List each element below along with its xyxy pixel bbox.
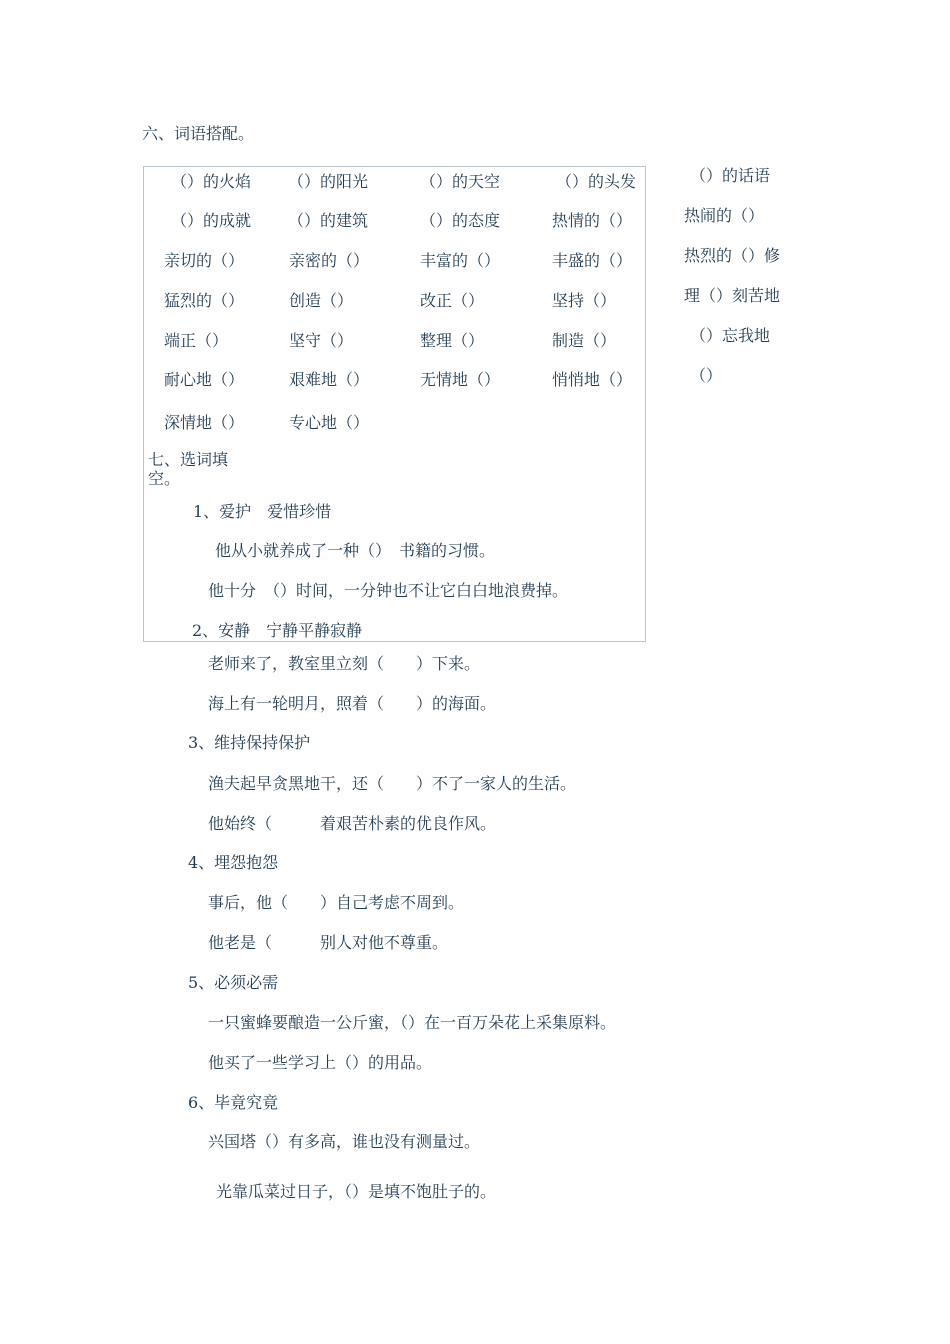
grid-cell: 丰富的（）: [420, 251, 501, 270]
grid-cell: （）的头发: [556, 172, 637, 191]
grid-cell: 制造（）: [552, 331, 617, 350]
grid-cell: 创造（）: [289, 291, 354, 310]
grid-cell: （）的火焰: [171, 172, 252, 191]
grid-cell: 耐心地（）: [164, 370, 245, 389]
grid-cell: 亲切的（）: [164, 251, 245, 270]
side-item: （）: [690, 366, 723, 385]
question-1-sentence-1: 他从小就养成了一种（） 书籍的习惯。: [215, 541, 496, 560]
side-item: 热闹的（）: [684, 206, 765, 225]
grid-cell: 坚守（）: [289, 331, 354, 350]
grid-cell: （）的成就: [171, 211, 252, 230]
question-3-head: 3、维持保持保护: [188, 733, 311, 752]
grid-cell: （）的建筑: [288, 211, 369, 230]
grid-cell: 整理（）: [420, 331, 485, 350]
section-6-title: 六、词语搭配。: [142, 124, 255, 143]
word-matching-table: [143, 166, 646, 642]
grid-cell: 热情的（）: [552, 211, 633, 230]
question-1-sentence-2: 他十分 （）时间，一分钟也不让它白白地浪费掉。: [208, 581, 569, 600]
section-7-title: 七、选词填: [148, 450, 229, 469]
question-6-sentence-1: 兴国塔（）有多高，谁也没有测量过。: [208, 1132, 481, 1151]
question-2-sentence-2: 海上有一轮明月，照着（ ）的海面。: [208, 694, 497, 713]
question-1-head: 1、爱护 爱惜珍惜: [193, 502, 332, 521]
side-item: 热烈的（）修: [684, 246, 781, 265]
grid-cell: 专心地（）: [289, 413, 370, 432]
section-7-title-cont: 空。: [148, 469, 181, 488]
grid-cell: 坚持（）: [552, 291, 617, 310]
grid-cell: 亲密的（）: [289, 251, 370, 270]
question-5-head: 5、必须必需: [188, 973, 279, 992]
question-6-sentence-2: 光靠瓜菜过日子，（）是填不饱肚子的。: [216, 1182, 497, 1201]
side-item: 理（）刻苦地: [684, 286, 781, 305]
grid-cell: （）的态度: [420, 211, 501, 230]
grid-cell: （）的天空: [420, 172, 501, 191]
grid-cell: 端正（）: [164, 331, 229, 350]
question-4-sentence-1: 事后，他（ ）自己考虑不周到。: [208, 893, 465, 912]
question-4-head: 4、埋怨抱怨: [188, 853, 279, 872]
side-item: （）的话语: [690, 166, 771, 185]
grid-cell: 无情地（）: [420, 370, 501, 389]
grid-cell: 深情地（）: [164, 413, 245, 432]
grid-cell: 艰难地（）: [289, 370, 370, 389]
side-item: （）忘我地: [690, 326, 771, 345]
question-5-sentence-2: 他买了一些学习上（）的用品。: [208, 1053, 433, 1072]
question-3-sentence-1: 渔夫起早贪黑地干，还（ ）不了一家人的生活。: [208, 774, 577, 793]
grid-cell: 改正（）: [420, 291, 485, 310]
question-2-head: 2、安静 宁静平静寂静: [192, 621, 363, 640]
grid-cell: 悄悄地（）: [552, 370, 633, 389]
question-2-sentence-1: 老师来了，教室里立刻（ ）下来。: [208, 654, 481, 673]
question-3-sentence-2: 他始终（ 着艰苦朴素的优良作风。: [208, 814, 497, 833]
question-6-head: 6、毕竟究竟: [188, 1093, 279, 1112]
grid-cell: 丰盛的（）: [552, 251, 633, 270]
grid-cell: （）的阳光: [288, 172, 369, 191]
question-4-sentence-2: 他老是（ 别人对他不尊重。: [208, 933, 449, 952]
question-5-sentence-1: 一只蜜蜂要酿造一公斤蜜，（）在一百万朵花上采集原料。: [208, 1013, 617, 1032]
grid-cell: 猛烈的（）: [164, 291, 245, 310]
